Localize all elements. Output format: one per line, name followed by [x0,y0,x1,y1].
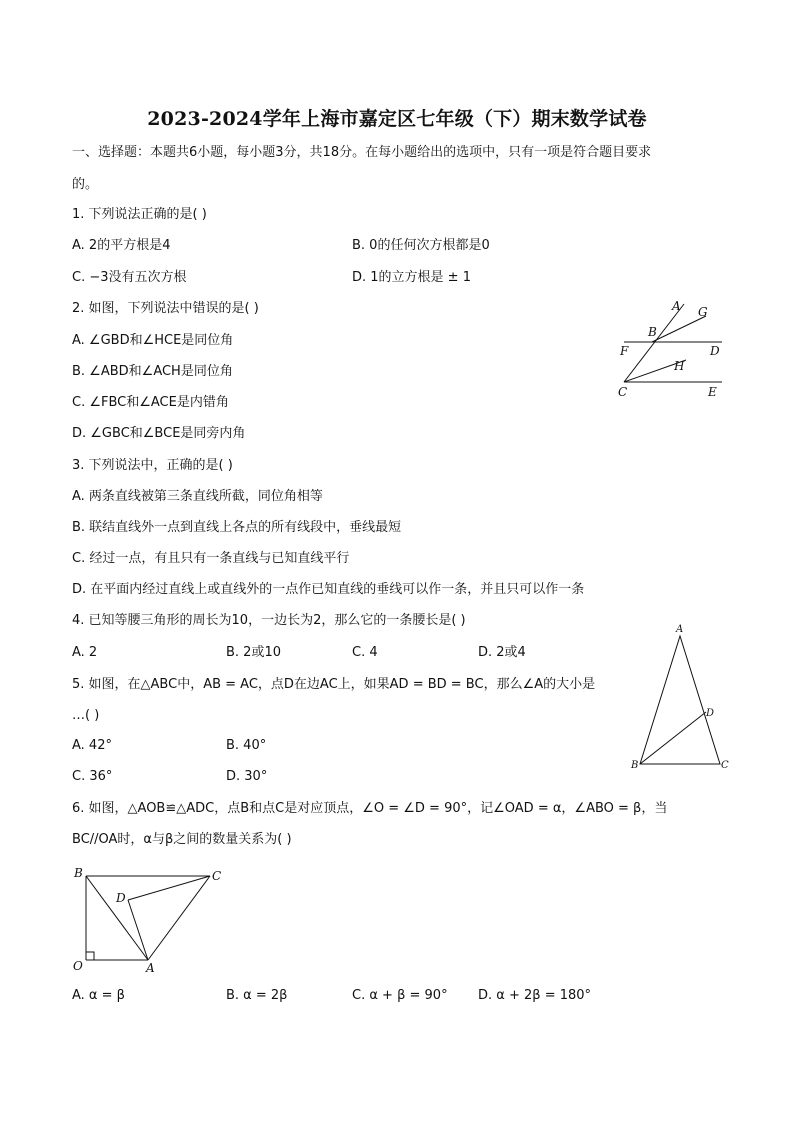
fig2-label-f: F [620,344,629,358]
q1-option-a: A. 2的平方根是4 [72,238,171,253]
fig6-label-a: A [146,961,155,975]
q6-figure [70,862,230,980]
q1-option-d: D. 1的立方根是 ± 1 [352,270,471,285]
q4-option-d: D. 2或4 [478,645,526,660]
q5-option-d: D. 30° [226,769,268,784]
segment-ca [148,876,210,960]
segment-ba [86,876,148,960]
q1-option-c: C. −3没有五次方根 [72,270,187,285]
fig6-label-b: B [74,866,83,880]
fig2-label-a: A [672,299,681,313]
q1-option-b: B. 0的任何次方根都是0 [352,238,490,253]
q5-figure [628,620,738,776]
q4-stem: 4. 已知等腰三角形的周长为10，一边长为2，那么它的一条腰长是( ) [72,613,466,628]
segment-da [128,900,148,960]
q2-option-a: A. ∠GBD和∠HCE是同位角 [72,333,234,348]
section-instructions-line2: 的。 [72,177,99,192]
segment-bd [640,712,706,764]
q2-option-c: C. ∠FBC和∠ACE是内错角 [72,395,229,410]
fig5-label-b: B [631,760,639,771]
q3-option-b: B. 联结直线外一点到直线上各点的所有线段中，垂线最短 [72,520,402,535]
fig5-label-d: D [706,708,715,719]
q2-option-b: B. ∠ABD和∠ACH是同位角 [72,364,233,379]
triangle-abc [640,636,720,764]
fig2-label-h: H [674,359,685,373]
fig2-label-g: G [698,305,708,319]
q6-stem-line1: 6. 如图，△AOB≌△ADC，点B和点C是对应顶点，∠O = ∠D = 90°，记∠OAD = α，∠ABO = β，当 [72,801,668,816]
q3-stem: 3. 下列说法中，正确的是( ) [72,458,233,473]
q6-option-c: C. α + β = 90° [352,988,448,1003]
page-title: 2023-2024学年上海市嘉定区七年级（下）期末数学试卷 [147,108,647,130]
fig2-label-e: E [708,385,717,399]
q3-option-c: C. 经过一点，有且只有一条直线与已知直线平行 [72,551,350,566]
q1-stem: 1. 下列说法正确的是( ) [72,207,207,222]
q5-option-c: C. 36° [72,769,113,784]
q4-option-b: B. 2或10 [226,645,281,660]
fig6-label-o: O [73,959,83,973]
q3-option-d: D. 在平面内经过直线上或直线外的一点作已知直线的垂线可以作一条，并且只可以作一条 [72,582,585,597]
q5-option-a: A. 42° [72,738,112,753]
fig5-label-a: A [676,624,684,635]
q6-option-d: D. α + 2β = 180° [478,988,592,1003]
q5-stem-line1: 5. 如图，在△ABC中，AB = AC，点D在边AC上，如果AD = BD = BC，那么∠A的大小是 [72,677,596,692]
line-bg [652,316,706,342]
q4-option-a: A. 2 [72,645,98,660]
q6-option-b: B. α = 2β [226,988,288,1003]
fig2-label-c: C [618,385,628,399]
q5-option-b: B. 40° [226,738,267,753]
q4-option-c: C. 4 [352,645,378,660]
fig5-label-c: C [721,760,729,771]
q6-option-a: A. α = β [72,988,125,1003]
q5-stem-line2: …( ) [72,708,100,723]
q2-option-d: D. ∠GBC和∠BCE是同旁内角 [72,426,246,441]
q3-option-a: A. 两条直线被第三条直线所截，同位角相等 [72,489,323,504]
q2-stem: 2. 如图，下列说法中错误的是( ) [72,301,259,316]
fig6-label-d: D [116,891,126,905]
q6-stem-line2: BC//OA时，α与β之间的数量关系为( ) [72,832,292,847]
q2-figure [612,298,732,402]
fig2-label-b: B [648,325,657,339]
fig2-label-d: D [710,344,720,358]
fig6-label-c: C [212,869,222,883]
segment-cd [128,876,210,900]
section-instructions-line1: 一、选择题：本题共6小题，每小题3分，共18分。在每小题给出的选项中，只有一项是符合题目要求 [72,145,652,160]
right-angle-mark [86,952,94,960]
